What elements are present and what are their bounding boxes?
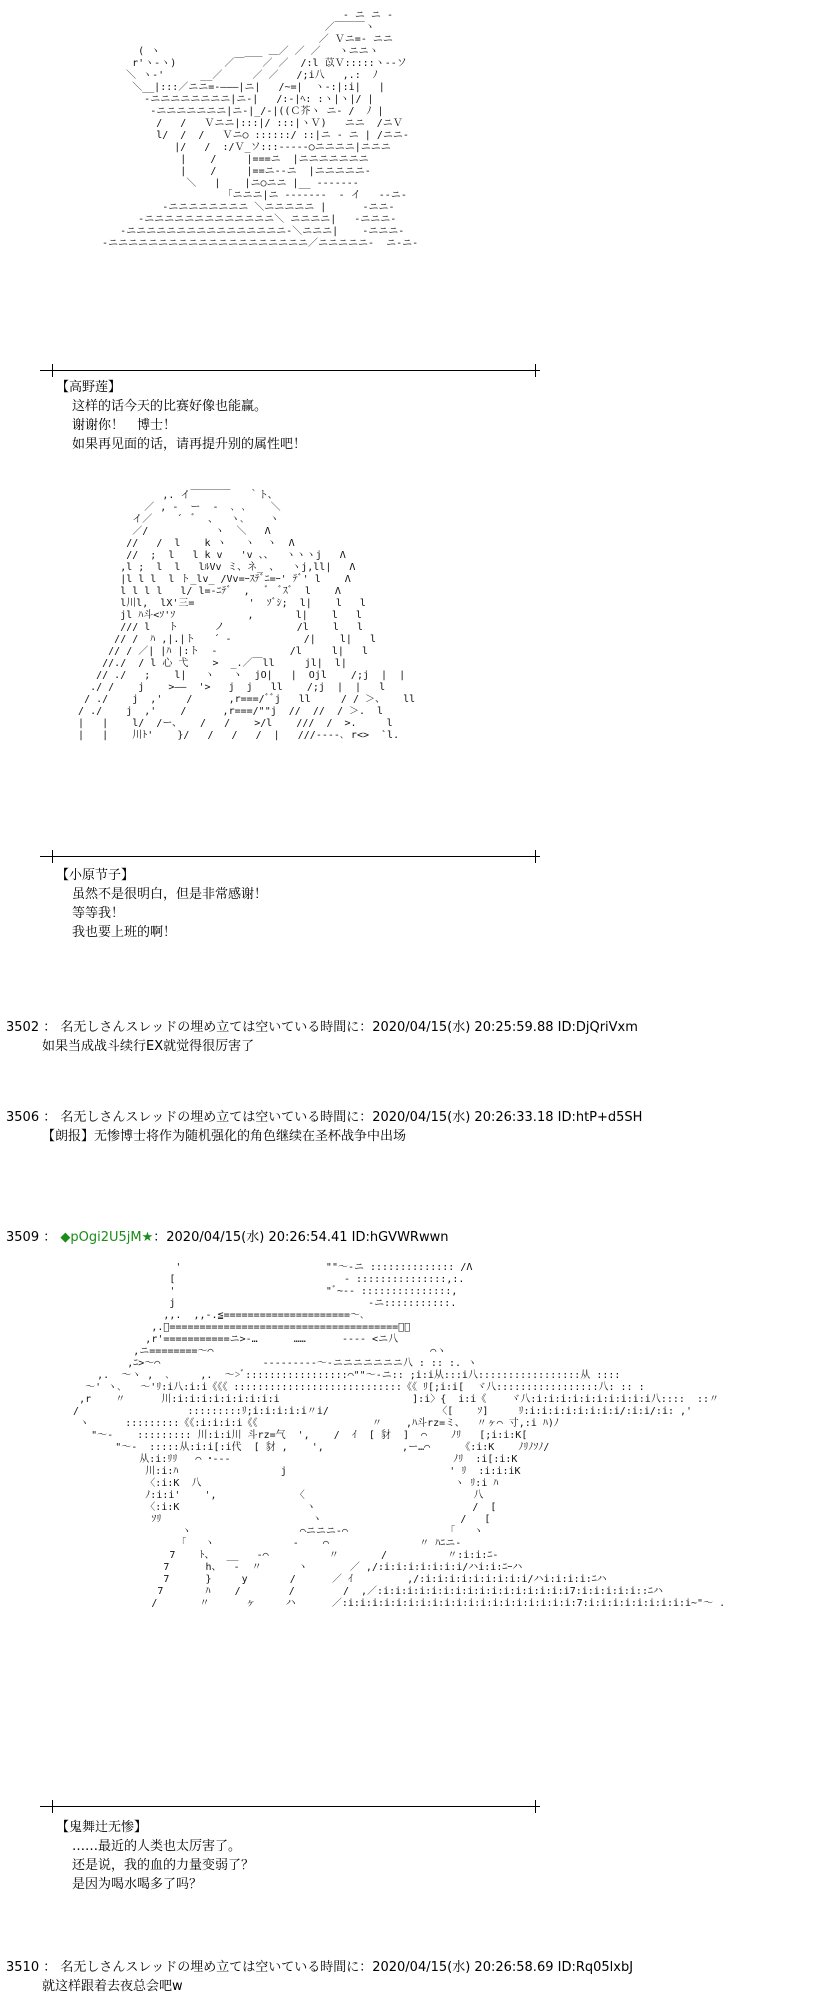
dialogue-line: 我也要上班的啊！ <box>72 925 177 940</box>
dialogue-block <box>56 866 267 942</box>
divider-tick-right <box>535 1800 536 1813</box>
post-number: 3509 ： <box>6 1230 57 1245</box>
dialogue-line: 如果再见面的话，请再提升别的属性吧！ <box>72 437 307 452</box>
divider-tick-left <box>52 1800 53 1813</box>
ascii-art-figure: ,. イ￣￣￣￣ ｀ト、 ／ , - ー - ､ ､ ＼ イ／ ´ ﾞ 、 ヽ､ ヽ ／/ ヽ ＼ Λ // / l k ヽ ヽ ヽ Λ // ; l l k v 'v 、、 ヽヽヽj Λ ,l ; l l lﾙVv ミ、ネ_ 、 ヽj,ll| Λ |l l l l ト_lv_ /Vv=ｰｽﾃﾞﾆ=ｰ' ﾃﾞ' l Λ l l l l l/ l=-ﾆﾃﾞ , ﾞ ﾞｽﾞ l Λ l川l, lX'三= ' ｿﾞｼ; l| l l jl ﾊ斗<ｿ'ｿ , l| l l /// l ト ノ /l l l // / ﾊ ,|.|ト ´ - /| l| l // / ／| |ﾊ |:ト - /l l| l //./ / l 心 弋 > _.／￣ll jl| l| // ./ ; l| ヽ ヽ jO| | Ojl /;j | | ./ / j >―― '> j j ll /;j | | l / ./ j ,' / ,r===/ﾞﾞj ll / / ＞、 ll / ./ j ,' / ,r===/""j // // / ＞. l | | l/ /ー、 / / >/l /// / >. l | | 川ﾄ' }/ / / / | ///----､ r<> `l. <box>78 490 416 741</box>
post-header: 3510 ： 名无しさんスレッドの埋め立ては空いている時間に：2020/04/15(水) 20:26:58.69 ID:Rq05lxbJ <box>6 1960 634 1975</box>
dialogue-line: 还是说，我的血的力量变弱了？ <box>72 1858 255 1873</box>
dialogue-line: 是因为喝水喝多了吗？ <box>72 1877 203 1892</box>
dialogue-line: 虽然不是很明白，但是非常感谢！ <box>72 887 268 902</box>
divider-tick-right <box>535 850 536 863</box>
dialogue-block <box>56 1818 254 1894</box>
ascii-art-figure: - ニ ニ - ／￣￣￣ヽ ／ Ｖニ=- ニニ ( ヽ ___ ＿／ ／ ／ ヽニニヽ r'ヽ-ヽ) ／￣ ／ ／ /:l 苡Ｖ:::::ヽ--ソ ＼ ヽ-' __／ ／ ／ /;i八 ,.: ﾉ ＼__|:::／ニニ=-―――|ニ| /~=| ヽ-:|:i| | -ニニニニニニニニ|ニ-| /:-|ﾍ: :ヽ|ヽ|/ | -ニニニニニニニ|ニ-|_/-|((Ｃ芥ヽ ニ- / ﾉ | / / Ｖニニ|:::|/ :::|ヽＶ) ニニ /ニＶ l/ / / Ｖニ○ ::::::/ ::|ニ - ニ | /ニニ- |/ / :/Ｖ_ソ:::-----○ニニニニ|ニニニ | / |===ニ |ニニニニニニニ | / |==ニ--ニ |ニニニニニ- ＼ | |ニ○ニニ |__ --‐‐‐-- 「ニニニ|ニ ------- - イ --ニ- -ニニニニニニニニ ＼ニニニニニ | -ニニ- -ニニニニニニニニニニニニニ＼ ニニニニ| -ニニニ- -ニニニニニニニニニニニニニニニニ-＼ニニニ| -ニニニ- -ニニニニニニニニニニニニニニニニニニニニ／ニニニニニ- ニ-ニ- <box>102 10 419 249</box>
dialogue-block <box>56 378 306 454</box>
speaker-name: 【鬼舞辻无惨】 <box>56 1820 148 1835</box>
post-body: 如果当成战斗续行EX就觉得很厉害了 <box>42 1039 255 1054</box>
poster-trip[interactable]: ◆pOgi2U5jM★ <box>60 1230 154 1245</box>
post-3509 <box>6 1228 829 1247</box>
ascii-art-figure: ' ""～-ニ :::::::::::::: /Λ [ - :::::::::::::::,:. ' "ﾞ~-- :::::::::::::::, j -ニ:::::::::::. ,,. ,,-.≦=====================～､ ,.ﾞ======================================～、 ,r'===========ニ>-… …… ---- <ニ八 ,ニ========～⌒ ⌒ヽ ,ﾆ>～⌒ ---------～-ニニニニニニニ八 : :: :. ヽ ,. ～ヽ , ､ ,. ～>ﾞ:::::::::::::::::⌒""～-ニ:: ;i:i从:::i八:::::::::::::::::从 :::: ～' ヽ､ ～'ﾘ:i八:i:i《《《 ::::::::::::::::::::::::::::《《 ﾘ[;i:i[ ヾ八:::::::::::::::::八: :: : ,r 〃 川:i:i:i:i:i:i:i:i:i ]:i〉{ i:i《 ヾ八:i:i:i:i:i:i:i:i:i:i八:::: ::〃 / :::::::::ﾘ;i:i:i:i:i〃i/ 〈[ ｿ] ﾘ:i:i:i:i:i:i:i:i/:i:i/:i: ,' ヽ :::::::::《《:i:i:i:i《《 〃 ,ﾊ斗rz=ミ、 〃ヶ⌒ 寸,:i ﾊ)ﾉ "～- ::::::::: 川:i:i川 斗rz=气 ', / ｲ [ 豺 ] ⌒ ﾉﾘ [;i:i:K[ "～- :::::从:i:i[:i代 [ 豺 , ', ,ー…⌒ 《:i:K ﾉﾘﾉｿﾉ/ 从:i:ﾘﾘ ⌒ ･--- ﾉﾘ :i[:i:K 川:i:ﾊ j ' ﾘ :i:i:iK 〈:i:K 八 ヽ ﾘ:i ﾊ ﾉ:i:i' ', 〈 八 〈:i:K ヽ / [ ｿﾘ ヽ / [ ヽ ⌒ニニニ-⌒ ｢ ヽ ｢ ヽ - ⌒ 〃 ﾊﾆニ- 7 ﾄ、 __ -⌒ 〃 / 〃:i:i:ﾆ- 7 h、 - 〃 ヽ ／ ,/:i:i:i:i:i:i:i/ハi:i:ﾆｰハ 7 } y / ／ ｲ ,/:i:i:i:i:i:i:i:i:i/ハi:i:i:i:ﾆハ 7 ﾊ / / / ,／:i:i:i:i:i:i:i:i:i:i:i:i:i:i:i:i7:i:i:i:i:i::ﾆハ / 〃 ヶ ハ ／:i:i:i:i:i:i:i:i:i:i:i:i:i:i:i:i:i:i:i:7:i:i:i:i:i:i:i:i:i~"～ . <box>73 1262 726 1609</box>
post-meta: ：2020/04/15(水) 20:26:54.41 ID:hGVWRwwn <box>153 1230 449 1245</box>
section-divider <box>40 856 540 857</box>
speaker-name: 【小原节子】 <box>56 868 135 883</box>
section-divider <box>40 1806 540 1807</box>
dialogue-line: 这样的话今天的比赛好像也能赢。 <box>72 399 268 414</box>
divider-tick-left <box>52 364 53 377</box>
post-3502 <box>6 1018 829 1056</box>
speaker-name: 【高野莲】 <box>56 380 122 395</box>
post-3506 <box>6 1108 829 1146</box>
post-header: 3506 ： 名无しさんスレッドの埋め立ては空いている時間に：2020/04/15(水) 20:26:33.18 ID:htP+d5SH <box>6 1110 643 1125</box>
post-body: 就这样跟着去夜总会吧w <box>42 1979 183 1994</box>
post-3510 <box>6 1958 829 1996</box>
dialogue-line: 等等我！ <box>72 906 125 921</box>
divider-tick-left <box>52 850 53 863</box>
post-header: 3502 ： 名无しさんスレッドの埋め立ては空いている時間に：2020/04/15(水) 20:25:59.88 ID:DjQriVxm <box>6 1020 638 1035</box>
post-header <box>6 1228 829 1247</box>
dialogue-line: ……最近的人类也太厉害了。 <box>72 1839 242 1854</box>
dialogue-line: 谢谢你！ 博士！ <box>72 418 177 433</box>
post-body: 【朗报】无惨博士将作为随机强化的角色继续在圣杯战争中出场 <box>42 1129 407 1144</box>
divider-tick-right <box>535 364 536 377</box>
section-divider <box>40 370 540 371</box>
